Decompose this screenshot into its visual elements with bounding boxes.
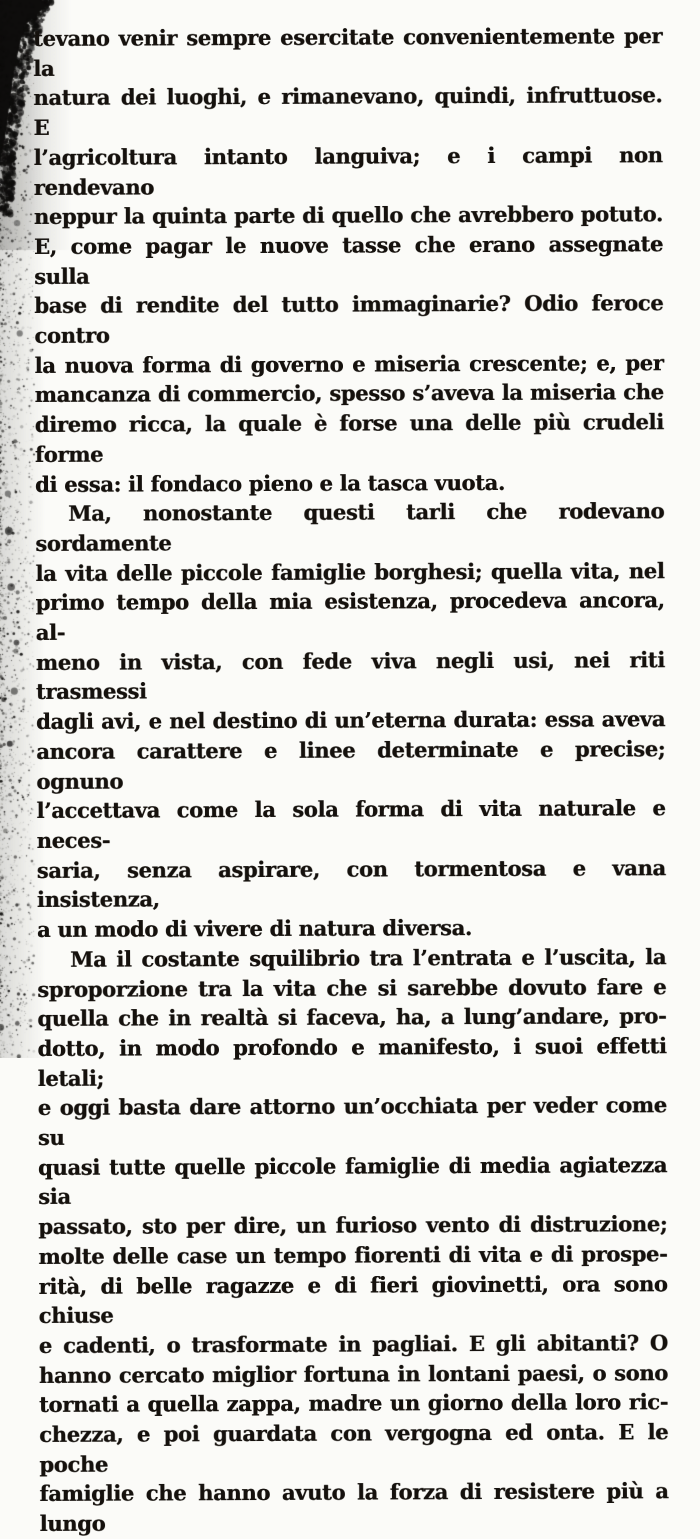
text-line: l’accettava come la sola forma di vita naturale e neces- [36,795,666,853]
text-line: neppur la quinta parte di quello che avrebbero potuto. [33,201,663,230]
text-line: diremo ricca, la quale è forse una delle più crudeli forme [34,409,664,467]
text-line: passato, sto per dire, un furioso vento di distruzione; [38,1211,668,1240]
text-line: sproporzione tra la vita che si sarebbe dovuto fare e [37,973,667,1002]
text-line: natura dei luoghi, e rimanevano, quindi, infruttuose. E [33,82,663,141]
text-line: rità, di belle ragazze e di fieri giovinetti, ora sono chiuse [38,1270,668,1329]
text-line: tevano venir sempre esercitate convenientemente per la [33,23,663,81]
text-line: Ma il costante squilibrio tra l’entrata e l’uscita, la [70,944,667,972]
paragraph [37,942,669,1539]
text-line: saria, senza aspirare, con tormentosa e vana insistenza, [36,854,666,913]
text-line: famiglie che hanno avuto la forza di resistere più a lungo [39,1478,669,1537]
text-line: chezza, e poi guardata con vergogna ed onta. E le poche [39,1419,669,1477]
text-line: dotto, in modo profondo e manifesto, i suoi effetti letali; [37,1033,667,1091]
text-line: tornati a quella zappa, madre un giorno della loro ric- [38,1389,669,1418]
text-line: e cadenti, o trasformate in pagliai. E gli abitanti? O [38,1330,668,1358]
text-line: molte delle case un tempo fiorenti di vita e di prospe- [38,1241,668,1269]
text-line: quella che in realtà si faceva, ha, a lung’andare, pro- [37,1003,667,1032]
text-line: ancora carattere e linee determinate e precise; ognuno [36,736,666,794]
text-line: mancanza di commercio, spesso s’aveva la miseria che [34,379,664,408]
text-line: meno in vista, con fede viva negli usi, nei riti trasmessi [35,647,665,705]
text-line: quasi tutte quelle piccole famiglie di media agiatezza sia [37,1151,668,1210]
text-line: primo tempo della mia esistenza, procedeva ancora, al- [35,587,665,646]
text-line: Ma, nonostante questi tarli che rodevano sordamente [35,498,665,556]
text-line: di essa: il fondaco pieno e la tasca vuota. [34,469,505,497]
text-line: la nuova forma di governo e miseria crescente; e, per [34,349,664,378]
text-line: dagli avi, e nel destino di un’eterna durata: essa aveva [35,706,666,735]
text-line: E, come pagar le nuove tasse che erano assegnate sulla [33,231,664,289]
text-line: base di rendite del tutto immaginarie? Odio feroce contro [34,290,664,349]
paragraph [33,21,664,499]
text-line: a un modo di vivere di natura diversa. [36,915,472,943]
text-line: l’agricoltura intanto languiva; e i campi non rendevano [33,142,663,200]
page-text [33,21,669,1539]
paragraph [35,497,666,945]
text-line: hanno cercato miglior fortuna in lontani paesi, o sono [38,1359,668,1388]
text-line: la vita delle piccole famiglie borghesi; quella vita, nel [35,557,665,586]
text-line: e oggi basta dare attorno un’occhiata per veder come su [37,1092,667,1151]
